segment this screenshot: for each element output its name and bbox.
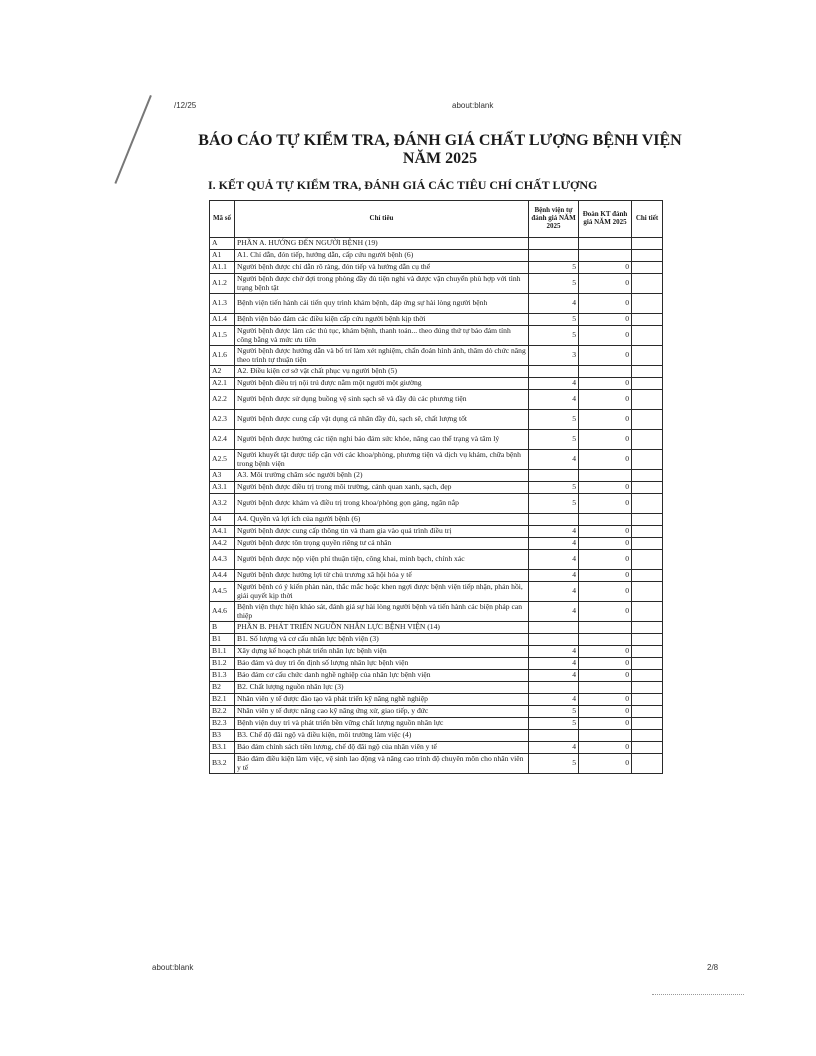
row-detail (632, 494, 663, 514)
row-detail (632, 706, 663, 718)
row-team-score: 0 (579, 494, 632, 514)
row-code: B2.1 (210, 694, 235, 706)
row-code: B1.3 (210, 670, 235, 682)
row-team-score (579, 514, 632, 526)
row-criterion: Người khuyết tật được tiếp cận với các khoa/phòng, phương tiện và dịch vụ khám, chữa bệnh trong bệnh viện (235, 450, 529, 470)
row-hospital-score: 4 (529, 694, 579, 706)
row-criterion: B3. Chế độ đãi ngộ và điều kiện, môi trường làm việc (4) (235, 730, 529, 742)
row-detail (632, 730, 663, 742)
table-row (210, 634, 663, 646)
row-criterion: Bệnh viện tiến hành cải tiến quy trình khám bệnh, đáp ứng sự hài lòng người bệnh (235, 294, 529, 314)
row-code: B3.2 (210, 754, 235, 774)
row-detail (632, 718, 663, 730)
row-criterion: B2. Chất lượng nguồn nhân lực (3) (235, 682, 529, 694)
row-team-score: 0 (579, 326, 632, 346)
row-criterion: A3. Môi trường chăm sóc người bệnh (2) (235, 470, 529, 482)
row-code: A4.3 (210, 550, 235, 570)
row-criterion: Người bệnh được hưởng các tiện nghi bảo đảm sức khỏe, nâng cao thể trạng và tâm lý (235, 430, 529, 450)
row-hospital-score (529, 366, 579, 378)
row-team-score: 0 (579, 378, 632, 390)
print-date: /12/25 (174, 101, 197, 110)
row-detail (632, 294, 663, 314)
table-row (210, 622, 663, 634)
row-detail (632, 570, 663, 582)
row-hospital-score: 4 (529, 670, 579, 682)
row-detail (632, 682, 663, 694)
row-hospital-score: 5 (529, 482, 579, 494)
row-team-score: 0 (579, 450, 632, 470)
table-row (210, 754, 663, 774)
row-hospital-score: 4 (529, 450, 579, 470)
row-hospital-score: 5 (529, 326, 579, 346)
row-detail (632, 742, 663, 754)
row-team-score: 0 (579, 346, 632, 366)
row-hospital-score (529, 730, 579, 742)
row-team-score: 0 (579, 274, 632, 294)
row-code: A3.1 (210, 482, 235, 494)
row-detail (632, 346, 663, 366)
header-hospital-score: Bệnh viện tự đánh giá NĂM 2025 (529, 201, 579, 238)
row-criterion: Người bệnh điều trị nội trú được nằm một người một giường (235, 378, 529, 390)
page-number: 2/8 (707, 963, 719, 972)
row-hospital-score: 5 (529, 706, 579, 718)
row-criterion: Người bệnh được hướng dẫn và bố trí làm xét nghiệm, chẩn đoán hình ảnh, thăm dò chức năng theo trình tự thuận tiện (235, 346, 529, 366)
row-code: A4.5 (210, 582, 235, 602)
table-row (210, 378, 663, 390)
table-row (210, 526, 663, 538)
row-detail (632, 314, 663, 326)
row-code: A1.1 (210, 262, 235, 274)
table-row (210, 482, 663, 494)
row-criterion: Bảo đảm cơ cấu chức danh nghề nghiệp của nhân lực bệnh viện (235, 670, 529, 682)
row-team-score (579, 366, 632, 378)
row-code: B3 (210, 730, 235, 742)
row-hospital-score: 4 (529, 526, 579, 538)
row-code: A2.4 (210, 430, 235, 450)
row-code: A4.2 (210, 538, 235, 550)
header-detail: Chi tiết (632, 201, 663, 238)
row-detail (632, 526, 663, 538)
row-team-score: 0 (579, 410, 632, 430)
row-criterion: Người bệnh được khám và điều trị trong khoa/phòng gọn gàng, ngăn nắp (235, 494, 529, 514)
row-code: A4.4 (210, 570, 235, 582)
row-hospital-score (529, 622, 579, 634)
row-hospital-score: 5 (529, 718, 579, 730)
table-row (210, 670, 663, 682)
row-hospital-score (529, 470, 579, 482)
table-row (210, 582, 663, 602)
row-team-score: 0 (579, 602, 632, 622)
row-criterion: Bảo đảm và duy trì ổn định số lượng nhân lực bệnh viện (235, 658, 529, 670)
row-team-score: 0 (579, 670, 632, 682)
row-detail (632, 274, 663, 294)
row-team-score: 0 (579, 390, 632, 410)
row-criterion: Người bệnh được tôn trọng quyền riêng tư cá nhân (235, 538, 529, 550)
table-row (210, 238, 663, 250)
table-row (210, 742, 663, 754)
row-criterion: A4. Quyền và lợi ích của người bệnh (6) (235, 514, 529, 526)
row-criterion: Người bệnh được làm các thủ tục, khám bệnh, thanh toán... theo đúng thứ tự bảo đảm tính công bằng và mức ưu tiên (235, 326, 529, 346)
table-row (210, 294, 663, 314)
row-code: A4.6 (210, 602, 235, 622)
table-row (210, 410, 663, 430)
row-code: A1.4 (210, 314, 235, 326)
row-team-score (579, 250, 632, 262)
table-row (210, 538, 663, 550)
row-criterion: Người bệnh có ý kiến phàn nàn, thắc mắc hoặc khen ngợi được bệnh viện tiếp nhận, phản hồi, giải quyết kịp thời (235, 582, 529, 602)
row-hospital-score: 4 (529, 538, 579, 550)
row-criterion: Người bệnh được chờ đợi trong phòng đầy đủ tiện nghi và được vận chuyển phù hợp với tình trạng bệnh tật (235, 274, 529, 294)
table-row (210, 366, 663, 378)
row-criterion: Nhân viên y tế được nâng cao kỹ năng ứng xử, giao tiếp, y đức (235, 706, 529, 718)
row-hospital-score: 5 (529, 494, 579, 514)
row-team-score: 0 (579, 742, 632, 754)
row-criterion: Xây dựng kế hoạch phát triển nhân lực bệnh viện (235, 646, 529, 658)
row-code: A4 (210, 514, 235, 526)
row-code: A2.5 (210, 450, 235, 470)
row-team-score (579, 682, 632, 694)
row-team-score: 0 (579, 718, 632, 730)
row-hospital-score: 3 (529, 346, 579, 366)
table-row (210, 326, 663, 346)
row-detail (632, 378, 663, 390)
row-team-score: 0 (579, 526, 632, 538)
row-hospital-score: 4 (529, 582, 579, 602)
row-detail (632, 410, 663, 430)
row-team-score: 0 (579, 430, 632, 450)
row-detail (632, 250, 663, 262)
row-team-score: 0 (579, 570, 632, 582)
row-code: A2.3 (210, 410, 235, 430)
row-team-score: 0 (579, 314, 632, 326)
row-code: A4.1 (210, 526, 235, 538)
table-row (210, 730, 663, 742)
header-team-score: Đoàn KT đánh giá NĂM 2025 (579, 201, 632, 238)
row-detail (632, 430, 663, 450)
row-hospital-score (529, 634, 579, 646)
table-row (210, 602, 663, 622)
table-row (210, 658, 663, 670)
row-detail (632, 238, 663, 250)
row-team-score (579, 622, 632, 634)
pen-mark (114, 95, 151, 184)
row-code: A1.6 (210, 346, 235, 366)
row-detail (632, 694, 663, 706)
title-line-2: NĂM 2025 (402, 150, 478, 167)
row-criterion: Người bệnh được cung cấp thông tin và tham gia vào quá trình điều trị (235, 526, 529, 538)
row-code: B1.2 (210, 658, 235, 670)
row-team-score: 0 (579, 706, 632, 718)
table-row (210, 646, 663, 658)
row-criterion: Người bệnh được sử dụng buồng vệ sinh sạch sẽ và đầy đủ các phương tiện (235, 390, 529, 410)
row-hospital-score: 4 (529, 378, 579, 390)
row-detail (632, 670, 663, 682)
row-hospital-score: 4 (529, 658, 579, 670)
criteria-table (209, 200, 663, 774)
table-row (210, 494, 663, 514)
row-code: B2 (210, 682, 235, 694)
title-line-1: BÁO CÁO TỰ KIỂM TRA, ĐÁNH GIÁ CHẤT LƯỢNG BỆNH VIỆN (198, 132, 682, 149)
row-criterion: Nhân viên y tế được đào tạo và phát triển kỹ năng nghề nghiệp (235, 694, 529, 706)
row-criterion: Bệnh viện duy trì và phát triển bền vững chất lượng nguồn nhân lực (235, 718, 529, 730)
row-criterion: Bảo đảm chính sách tiền lương, chế độ đãi ngộ của nhân viên y tế (235, 742, 529, 754)
row-detail (632, 550, 663, 570)
row-code: A2 (210, 366, 235, 378)
row-criterion: PHẦN B. PHÁT TRIỂN NGUỒN NHÂN LỰC BỆNH VIỆN (14) (235, 622, 529, 634)
row-hospital-score: 4 (529, 646, 579, 658)
row-hospital-score: 4 (529, 602, 579, 622)
row-detail (632, 326, 663, 346)
table-row (210, 718, 663, 730)
row-criterion: Người bệnh được chỉ dẫn rõ ràng, đón tiếp và hướng dẫn cụ thể (235, 262, 529, 274)
table-row (210, 314, 663, 326)
row-detail (632, 450, 663, 470)
row-team-score: 0 (579, 550, 632, 570)
row-detail (632, 646, 663, 658)
row-criterion: Bệnh viện bảo đảm các điều kiện cấp cứu người bệnh kịp thời (235, 314, 529, 326)
row-team-score: 0 (579, 262, 632, 274)
row-hospital-score: 5 (529, 410, 579, 430)
row-code: A3.2 (210, 494, 235, 514)
row-criterion: A2. Điều kiện cơ sở vật chất phục vụ người bệnh (5) (235, 366, 529, 378)
row-detail (632, 262, 663, 274)
row-team-score: 0 (579, 754, 632, 774)
row-criterion: Người bệnh được nộp viện phí thuận tiện, công khai, minh bạch, chính xác (235, 550, 529, 570)
row-hospital-score: 5 (529, 262, 579, 274)
table-row (210, 694, 663, 706)
row-code: B (210, 622, 235, 634)
dotted-line (652, 994, 744, 995)
header-code: Mã số (210, 201, 235, 238)
row-team-score: 0 (579, 538, 632, 550)
row-code: A1.2 (210, 274, 235, 294)
row-team-score: 0 (579, 582, 632, 602)
row-criterion: PHẦN A. HƯỚNG ĐẾN NGƯỜI BỆNH (19) (235, 238, 529, 250)
row-team-score (579, 634, 632, 646)
row-detail (632, 658, 663, 670)
table-row (210, 274, 663, 294)
row-code: B3.1 (210, 742, 235, 754)
row-hospital-score: 4 (529, 550, 579, 570)
table-row (210, 682, 663, 694)
table-row (210, 390, 663, 410)
row-criterion: Người bệnh được cung cấp vật dụng cá nhân đầy đủ, sạch sẽ, chất lượng tốt (235, 410, 529, 430)
table-row (210, 470, 663, 482)
row-team-score: 0 (579, 482, 632, 494)
table-row (210, 706, 663, 718)
table-row (210, 250, 663, 262)
row-detail (632, 538, 663, 550)
row-criterion: A1. Chỉ dẫn, đón tiếp, hướng dẫn, cấp cứu người bệnh (6) (235, 250, 529, 262)
row-detail (632, 622, 663, 634)
row-team-score: 0 (579, 294, 632, 314)
row-hospital-score (529, 238, 579, 250)
row-hospital-score: 4 (529, 570, 579, 582)
table-row (210, 430, 663, 450)
row-criterion: Bảo đảm điều kiện làm việc, vệ sinh lao động và nâng cao trình độ chuyên môn cho nhân viên y tế (235, 754, 529, 774)
row-hospital-score: 5 (529, 314, 579, 326)
row-detail (632, 390, 663, 410)
row-team-score: 0 (579, 658, 632, 670)
row-code: A2.2 (210, 390, 235, 410)
table-row (210, 346, 663, 366)
row-hospital-score (529, 682, 579, 694)
row-code: A (210, 238, 235, 250)
table-row (210, 550, 663, 570)
row-hospital-score (529, 514, 579, 526)
print-url: about:blank (452, 101, 494, 110)
footer-url: about:blank (152, 963, 194, 972)
row-hospital-score: 4 (529, 294, 579, 314)
table-header-row (210, 201, 663, 238)
row-code: A1.5 (210, 326, 235, 346)
row-hospital-score: 4 (529, 390, 579, 410)
table-row (210, 570, 663, 582)
document-title (180, 132, 700, 168)
table-row (210, 262, 663, 274)
row-criterion: Bệnh viện thực hiện khảo sát, đánh giá sự hài lòng người bệnh và tiến hành các biện pháp can thiệp (235, 602, 529, 622)
row-detail (632, 754, 663, 774)
row-team-score (579, 470, 632, 482)
row-code: B2.2 (210, 706, 235, 718)
row-hospital-score (529, 250, 579, 262)
row-code: B1 (210, 634, 235, 646)
row-hospital-score: 5 (529, 754, 579, 774)
row-team-score: 0 (579, 694, 632, 706)
table-row (210, 450, 663, 470)
table-row (210, 514, 663, 526)
header-criterion: Chỉ tiêu (235, 201, 529, 238)
row-detail (632, 482, 663, 494)
row-team-score: 0 (579, 646, 632, 658)
row-code: A1 (210, 250, 235, 262)
row-detail (632, 602, 663, 622)
row-code: A1.3 (210, 294, 235, 314)
section-heading: I. KẾT QUẢ TỰ KIỂM TRA, ĐÁNH GIÁ CÁC TIÊU CHÍ CHẤT LƯỢNG (208, 178, 598, 192)
row-detail (632, 470, 663, 482)
row-code: A3 (210, 470, 235, 482)
row-detail (632, 634, 663, 646)
row-hospital-score: 5 (529, 430, 579, 450)
row-team-score (579, 238, 632, 250)
row-team-score (579, 730, 632, 742)
row-criterion: Người bệnh được điều trị trong môi trường, cảnh quan xanh, sạch, đẹp (235, 482, 529, 494)
row-criterion: B1. Số lượng và cơ cấu nhân lực bệnh viện (3) (235, 634, 529, 646)
row-hospital-score: 4 (529, 742, 579, 754)
row-detail (632, 366, 663, 378)
row-detail (632, 582, 663, 602)
row-hospital-score: 5 (529, 274, 579, 294)
row-criterion: Người bệnh được hưởng lợi từ chủ trương xã hội hóa y tế (235, 570, 529, 582)
row-code: B2.3 (210, 718, 235, 730)
row-detail (632, 514, 663, 526)
row-code: B1.1 (210, 646, 235, 658)
row-code: A2.1 (210, 378, 235, 390)
